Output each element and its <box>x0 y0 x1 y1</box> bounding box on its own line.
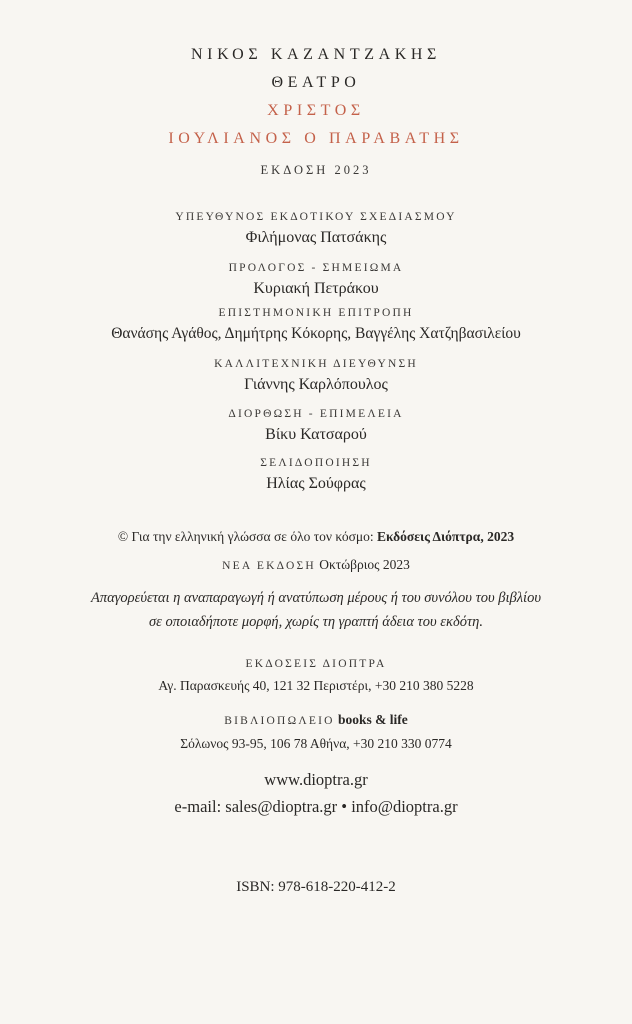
new-edition-line <box>0 557 632 573</box>
title-christos: ΧΡΙΣΤΟΣ <box>267 102 365 119</box>
author-name: ΝΙΚΟΣ ΚΑΖΑΝΤΖΑΚΗΣ <box>191 46 441 63</box>
email-line <box>0 797 632 817</box>
credit-role: ΚΑΛΛΙΤΕΧΝΙΚΗ ΔΙΕΥΘΥΝΣΗ <box>214 358 418 370</box>
genre-label: ΘΕΑΤΡΟ <box>271 74 361 91</box>
credit-name: Κυριακή Πετράκου <box>253 280 379 297</box>
email-label: e-mail: <box>174 797 226 816</box>
copyright-publisher: Εκδόσεις Διόπτρα, 2023 <box>377 529 515 544</box>
isbn-label: ISBN: 978-618-220-412-2 <box>236 879 396 895</box>
email-sales-link[interactable]: sales@dioptra.gr <box>225 797 338 816</box>
publisher-address: Αγ. Παρασκευής 40, 121 32 Περιστέρι, +30 210 380 5228 <box>158 678 474 693</box>
credit-role: ΣΕΛΙΔΟΠΟΙΗΣΗ <box>260 457 372 469</box>
email-info-link[interactable]: info@dioptra.gr <box>351 797 458 816</box>
bullet-separator: • <box>337 797 352 816</box>
credit-name: Φιλήμονας Πατσάκης <box>245 229 387 246</box>
edition-label: ΕΚΔΟΣΗ 2023 <box>260 163 372 177</box>
credit-role: ΔΙΟΡΘΩΣΗ - ΕΠΙΜΕΛΕΙΑ <box>228 408 404 420</box>
credit-role: ΕΠΙΣΤΗΜΟΝΙΚΗ ΕΠΙΤΡΟΠΗ <box>218 307 414 319</box>
credit-role: ΠΡΟΛΟΓΟΣ - ΣΗΜΕΙΩΜΑ <box>228 262 404 274</box>
title-ioulianos: ΙΟΥΛΙΑΝΟΣ Ο ΠΑΡΑΒΑΤΗΣ <box>168 130 464 147</box>
bookstore-name: books & life <box>338 712 408 727</box>
bookstore-label: ΒΙΒΛΙΟΠΩΛΕΙΟ <box>224 715 335 727</box>
bookstore-address: Σόλωνος 93-95, 106 78 Αθήνα, +30 210 330 0774 <box>180 736 452 751</box>
notice-line-1: Απαγορεύεται η αναπαραγωγή ή ανατύπωση μέρους ή του συνόλου του βιβλίου <box>90 590 541 606</box>
notice-line-2: σε οποιαδήποτε μορφή, χωρίς τη γραπτή άδεια του εκδότη. <box>149 614 483 630</box>
copyright-line <box>0 529 632 545</box>
website-link[interactable]: www.dioptra.gr <box>264 770 368 789</box>
credit-role: ΥΠΕΥΘΥΝΟΣ ΕΚΔΟΤΙΚΟΥ ΣΧΕΔΙΑΣΜΟΥ <box>175 211 457 223</box>
copyright-text: © Για την ελληνική γλώσσα σε όλο τον κόσμο: <box>117 529 378 544</box>
credit-name: Θανάσης Αγάθος, Δημήτρης Κόκορης, Βαγγέλης Χατζηβασιλείου <box>111 325 521 342</box>
new-edition-date: Οκτώβριος 2023 <box>319 557 410 572</box>
new-edition-label: ΝΕΑ ΕΚΔΟΣΗ <box>222 560 316 572</box>
credit-name: Ηλίας Σούφρας <box>266 475 366 492</box>
bookstore-line <box>0 712 632 728</box>
credit-name: Βίκυ Κατσαρού <box>265 426 367 443</box>
credit-name: Γιάννης Καρλόπουλος <box>244 376 388 393</box>
publisher-label: ΕΚΔΟΣΕΙΣ ΔΙΟΠΤΡΑ <box>245 658 387 670</box>
